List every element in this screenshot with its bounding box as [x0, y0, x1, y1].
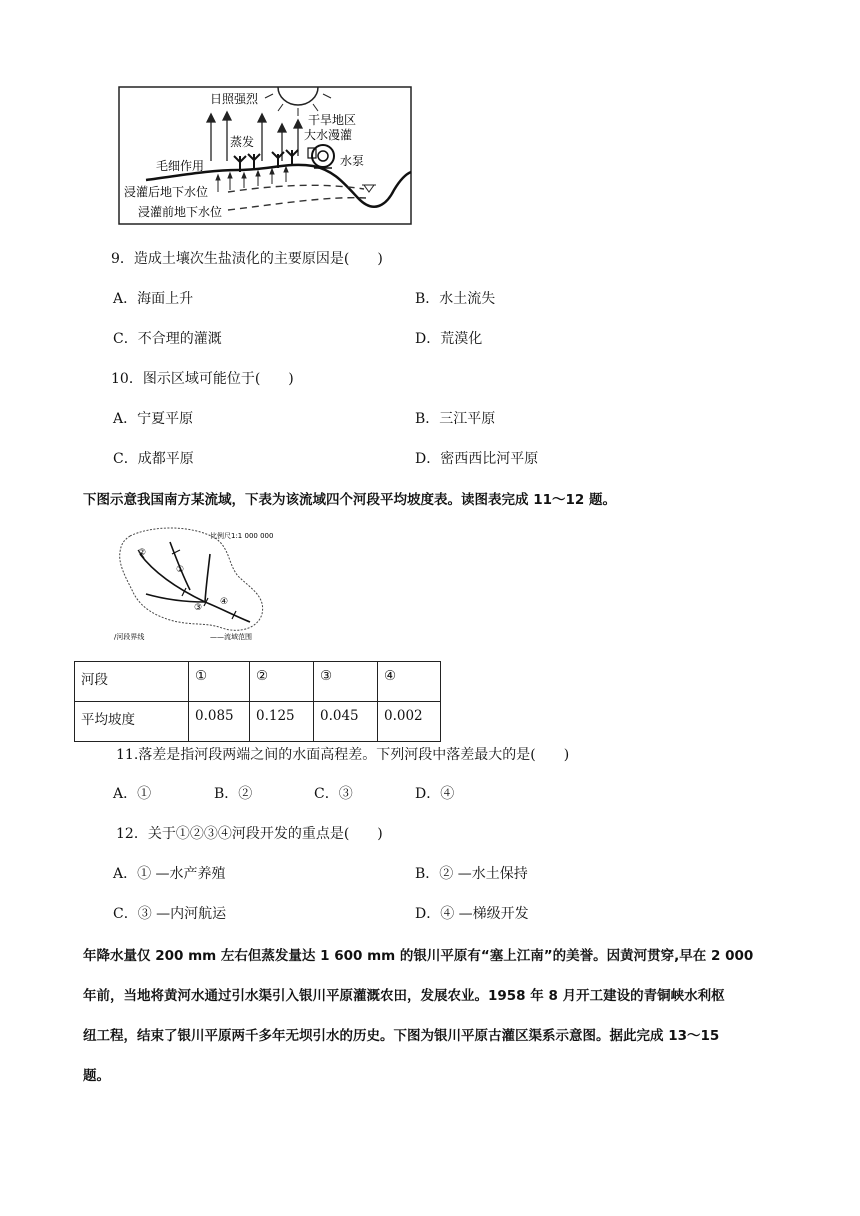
question-12-option-c[interactable]: C．③ —内河航运 [113, 906, 227, 922]
question-10-stem: 10．图示区域可能位于( ) [111, 371, 294, 387]
section-intro-13-15-line-4: 题。 [83, 1068, 110, 1084]
question-10-option-c[interactable]: C．成都平原 [113, 451, 194, 467]
question-12-option-b[interactable]: B．② —水土保持 [415, 866, 528, 882]
table-cell: 0.045 [314, 702, 378, 742]
question-11-option-d[interactable]: D．④ [415, 786, 455, 802]
question-9-option-a[interactable]: A．海面上升 [113, 291, 194, 307]
water-table-before-line [228, 198, 366, 210]
segment-3-label: ③ [194, 603, 203, 613]
drought-area-label: 干旱地区 [308, 113, 357, 127]
salinization-diagram [118, 86, 412, 226]
evaporation-label: 蒸发 [230, 135, 255, 149]
water-pump-icon [308, 145, 334, 168]
question-11-stem: 11.落差是指河段两端之间的水面高程差。下列河段中落差最大的是( ) [116, 747, 570, 763]
question-11-option-c[interactable]: C．③ [314, 786, 353, 802]
water-table-after-line [228, 185, 364, 192]
question-11-option-a[interactable]: A．① [113, 786, 152, 802]
section-intro-11-12: 下图示意我国南方某流域，下表为该流域四个河段平均坡度表。读图表完成 11～12 题。 [83, 492, 616, 508]
section-intro-13-15-line-3: 纽工程，结束了银川平原两千多年无坝引水的历史。下图为银川平原古灌区渠系示意图。据此完成 13～15 [83, 1028, 720, 1044]
table-row [75, 702, 441, 742]
water-table-after-label: 浸灌后地下水位 [124, 185, 209, 199]
slope-table [74, 661, 441, 742]
table-header-label: 河段 [75, 662, 189, 702]
basin-boundary [120, 528, 263, 630]
diagram-frame [119, 87, 411, 224]
sun-icon [278, 87, 318, 105]
segment-1-label: ① [176, 565, 185, 575]
section-intro-13-15-line-1: 年降水量仅 200 mm 左右但蒸发量达 1 600 mm 的银川平原有“塞上江南”的美誉。因黄河贯穿,早在 2 000 [83, 948, 754, 964]
evaporation-arrows-icon [207, 112, 302, 161]
question-12-stem: 12．关于①②③④河段开发的重点是( ) [116, 826, 383, 842]
table-header-cell: ① [189, 662, 250, 702]
question-10-option-d[interactable]: D．密西西比河平原 [415, 451, 539, 467]
table-header-cell: ④ [378, 662, 441, 702]
legend-basin-label: ——流域范围 [210, 633, 252, 641]
table-header-row [75, 662, 441, 702]
table-cell: 0.085 [189, 702, 250, 742]
question-10-option-a[interactable]: A．宁夏平原 [113, 411, 194, 427]
table-cell: 0.125 [250, 702, 314, 742]
question-10-option-b[interactable]: B．三江平原 [415, 411, 496, 427]
question-9-option-d[interactable]: D．荒漠化 [415, 331, 483, 347]
scale-label: 比例尺1:1 000 000 [210, 532, 274, 540]
pump-label: 水泵 [340, 154, 365, 168]
question-9-stem: 9．造成土壤次生盐渍化的主要原因是( ) [111, 251, 383, 267]
table-row-label: 平均坡度 [75, 702, 189, 742]
sun-label: 日照强烈 [210, 92, 259, 106]
flood-irrigation-label: 大水漫灌 [304, 128, 353, 142]
water-table-before-label: 浸灌前地下水位 [138, 205, 223, 219]
river-basin-map [110, 524, 280, 646]
question-12-option-a[interactable]: A．① —水产养殖 [113, 866, 226, 882]
legend-boundary-label: /河段界线 [114, 633, 145, 641]
table-header-cell: ② [250, 662, 314, 702]
question-11-option-b[interactable]: B．② [214, 786, 253, 802]
table-header-cell: ③ [314, 662, 378, 702]
section-intro-13-15-line-2: 年前，当地将黄河水通过引水渠引入银川平原灌溉农田，发展农业。1958 年 8 月开工建设的青铜峡水利枢 [83, 988, 725, 1004]
capillary-label: 毛细作用 [156, 159, 205, 173]
question-12-option-d[interactable]: D．④ —梯级开发 [415, 906, 529, 922]
segment-2-label: ② [138, 548, 147, 558]
question-9-option-b[interactable]: B．水土流失 [415, 291, 496, 307]
table-cell: 0.002 [378, 702, 441, 742]
question-9-option-c[interactable]: C．不合理的灌溉 [113, 331, 222, 347]
segment-4-label: ④ [220, 597, 229, 607]
